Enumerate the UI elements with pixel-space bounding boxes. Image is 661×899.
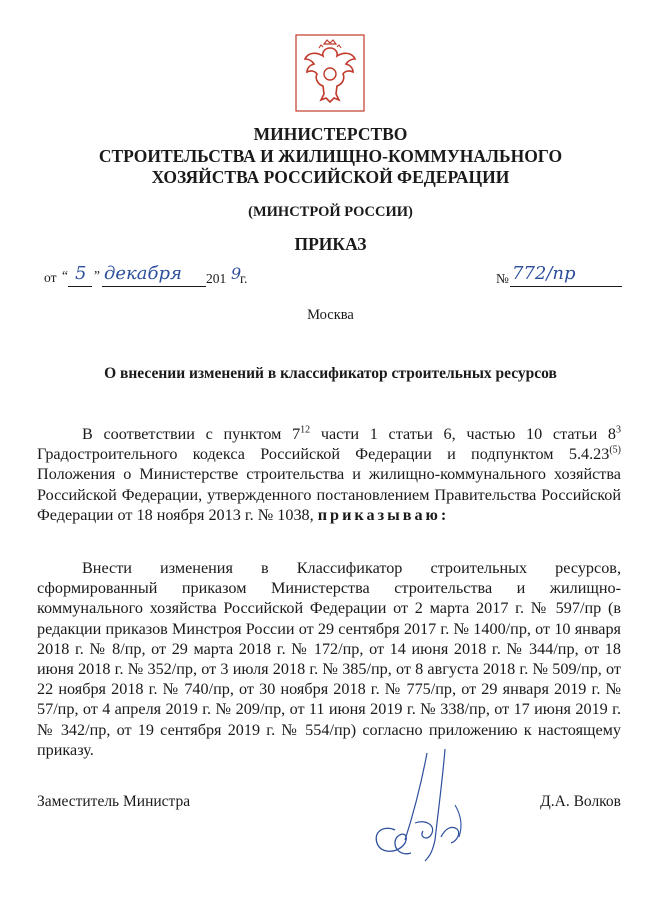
signatory-position: Заместитель Министра: [37, 793, 191, 810]
date-month-underline: [102, 286, 206, 287]
order-number-prefix: №: [496, 271, 509, 286]
date-quote-open: “: [62, 268, 68, 283]
date-year-handwritten: 9: [231, 264, 242, 283]
date-month-handwritten: декабря: [104, 263, 182, 284]
preamble-sup-3: (5): [609, 444, 621, 456]
coat-of-arms-emblem: [295, 34, 365, 112]
preamble-text-d: Положения о Министерстве строительства и жилищно-коммунального хозяйства Российской Федерации, утвержденного постановлением Правительства Российской Федерации от 18 ноября 2013 г. № 1038,: [37, 465, 621, 524]
handwritten-signature: [365, 745, 475, 875]
preamble-text-b: части 1 статьи 6, частью 10 статьи 8: [310, 425, 616, 443]
date-day-handwritten: 5: [75, 263, 87, 284]
order-word: приказываю:: [317, 505, 450, 524]
order-subject: О внесении изменений в классификатор строительных ресурсов: [104, 365, 557, 382]
date-suffix: г.: [240, 271, 248, 286]
preamble-sup-2: 3: [616, 424, 621, 436]
date-day-underline: [68, 286, 92, 287]
ministry-name-line1: МИНИСТЕРСТВО: [253, 124, 408, 144]
preamble-sup-1: 12: [300, 424, 311, 436]
document-type-title: ПРИКАЗ: [294, 234, 367, 254]
signatory-name: Д.А. Волков: [540, 793, 621, 810]
order-number-field: [496, 262, 622, 288]
preamble-text-a: В соответствии с пунктом 7: [82, 425, 301, 443]
order-number-underline: [510, 286, 622, 287]
order-number-handwritten: 772/пр: [512, 263, 576, 284]
preamble-text-c: Градостроительного кодекса Российской Федерации и подпунктом 5.4.23: [37, 445, 610, 464]
date-year-printed: 201: [206, 271, 227, 286]
date-quote-close: ”: [94, 268, 100, 283]
date-prefix: от: [44, 270, 57, 285]
ministry-name-line2: СТРОИТЕЛЬСТВА И ЖИЛИЩНО-КОММУНАЛЬНОГО: [98, 146, 563, 166]
ministry-name-line3: ХОЗЯЙСТВА РОССИЙСКОЙ ФЕДЕРАЦИИ: [151, 167, 510, 187]
operative-paragraph: Внести изменения в Классификатор строительных ресурсов, сформированный приказом Министерства строительства и жилищно-коммунального хозяйства Российской Федерации от 2 марта 2017 г. № 597/пр (в редакции приказов Минстроя России от 29 сентября 2017 г. № 1400/пр, от 10 января 2018 г. № 8/пр, от 29 марта 2018 г. № 172/пр, от 14 июня 2018 г. № 344/пр, от 18 июня 2018 г. № 352/пр, от 3 июля 2018 г. № 385/пр, от 8 августа 2018 г. № 509/пр, от 22 ноября 2018 г. № 740/пр, от 30 ноября 2018 г. № 775/пр, от 29 января 2019 г. № 57/пр, от 4 апреля 2019 г. № 209/пр, от 11 июня 2019 г. № 338/пр, от 17 июня 2019 г. № 342/пр, от 19 сентября 2019 г. № 554/пр) согласно приложению к настоящему приказу.: [37, 559, 621, 759]
city: Москва: [307, 307, 354, 323]
preamble-paragraph: [37, 424, 621, 525]
ministry-abbreviation: (МИНСТРОЙ РОССИИ): [248, 204, 413, 220]
date-field: [44, 262, 254, 288]
